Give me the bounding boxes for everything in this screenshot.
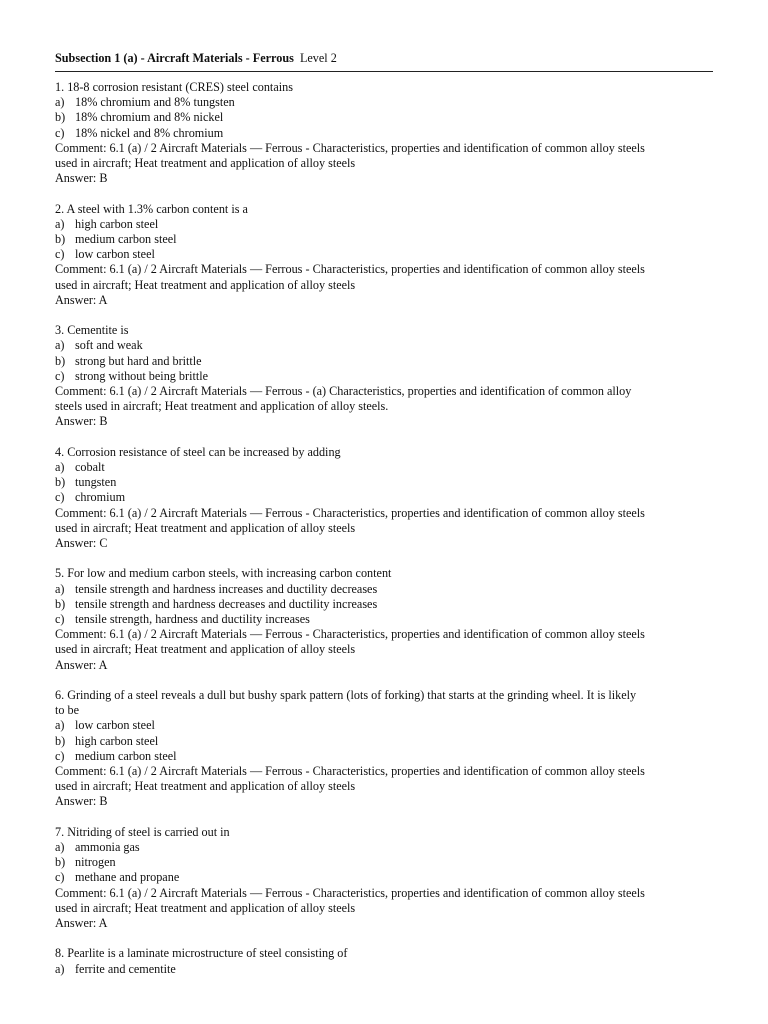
option-letter: b) <box>55 596 66 611</box>
comment-line: Comment: 6.1 (a) / 2 Aircraft Materials — Ferrous - Characteristics, properties and identification of common alloy steels <box>55 505 645 520</box>
option-letter: c) <box>55 748 65 763</box>
comment-line: Comment: 6.1 (a) / 2 Aircraft Materials — Ferrous - Characteristics, properties and identification of common alloy steels <box>55 764 645 779</box>
option-a <box>55 962 715 977</box>
option-text: strong without being brittle <box>75 368 209 383</box>
option-c <box>55 369 715 384</box>
question-stem-continued: to be <box>55 703 80 718</box>
question-stem: 5. For low and medium carbon steels, with increasing carbon content <box>55 566 392 581</box>
option-letter: a) <box>55 216 65 231</box>
question-stem: 7. Nitriding of steel is carried out in <box>55 824 230 839</box>
question-list <box>55 80 715 992</box>
question-4 <box>55 445 715 551</box>
question-7 <box>55 825 715 931</box>
comment-line: used in aircraft; Heat treatment and application of alloy steels <box>55 277 356 292</box>
question-stem: 3. Cementite is <box>55 323 129 338</box>
option-text: ammonia gas <box>75 840 140 855</box>
section-header <box>55 49 715 67</box>
option-text: cobalt <box>75 460 105 475</box>
option-text: soft and weak <box>75 338 143 353</box>
comment-line: steels used in aircraft; Heat treatment and application of alloy steels. <box>55 399 389 414</box>
option-b <box>55 597 715 612</box>
question-stem: 2. A steel with 1.3% carbon content is a <box>55 201 248 216</box>
option-a <box>55 217 715 232</box>
question-2 <box>55 202 715 308</box>
option-letter: c) <box>55 490 65 505</box>
option-text: nitrogen <box>75 855 116 870</box>
answer: Answer: A <box>55 657 108 672</box>
question-5 <box>55 566 715 672</box>
option-a <box>55 338 715 353</box>
option-c <box>55 749 715 764</box>
option-letter: a) <box>55 718 65 733</box>
answer: Answer: B <box>55 794 108 809</box>
option-letter: c) <box>55 247 65 262</box>
option-text: low carbon steel <box>75 247 155 262</box>
option-text: 18% chromium and 8% nickel <box>75 110 224 125</box>
option-text: tensile strength and hardness decreases and ductility increases <box>75 596 378 611</box>
option-letter: a) <box>55 840 65 855</box>
option-text: tensile strength, hardness and ductility increases <box>75 612 310 627</box>
option-c <box>55 612 715 627</box>
option-b <box>55 354 715 369</box>
comment-line: used in aircraft; Heat treatment and application of alloy steels <box>55 642 356 657</box>
option-letter: b) <box>55 855 66 870</box>
option-letter: a) <box>55 961 65 976</box>
option-text: tensile strength and hardness increases and ductility decreases <box>75 581 378 596</box>
option-letter: b) <box>55 353 66 368</box>
question-stem: 1. 18-8 corrosion resistant (CRES) steel contains <box>55 80 293 94</box>
option-letter: b) <box>55 733 66 748</box>
answer: Answer: A <box>55 916 108 931</box>
section-level: Level 2 <box>299 51 337 65</box>
option-a <box>55 460 715 475</box>
question-stem: 8. Pearlite is a laminate microstructure of steel consisting of <box>55 946 348 961</box>
option-letter: a) <box>55 95 65 110</box>
option-text: ferrite and cementite <box>75 961 176 976</box>
document-page <box>55 49 715 976</box>
question-stem: 6. Grinding of a steel reveals a dull but bushy spark pattern (lots of forking) that starts at the grinding wheel. It is likely <box>55 688 637 703</box>
option-text: tungsten <box>75 475 117 490</box>
option-letter: b) <box>55 110 66 125</box>
option-letter: a) <box>55 581 65 596</box>
option-b <box>55 110 715 125</box>
option-letter: c) <box>55 870 65 885</box>
option-letter: a) <box>55 460 65 475</box>
comment-line: Comment: 6.1 (a) / 2 Aircraft Materials — Ferrous - (a) Characteristics, properties and identification of common alloy <box>55 384 632 399</box>
question-stem: 4. Corrosion resistance of steel can be increased by adding <box>55 444 341 459</box>
option-letter: b) <box>55 475 66 490</box>
option-letter: c) <box>55 125 65 140</box>
comment-line: used in aircraft; Heat treatment and application of alloy steels <box>55 520 356 535</box>
option-b <box>55 232 715 247</box>
question-1 <box>55 80 715 186</box>
option-text: strong but hard and brittle <box>75 353 202 368</box>
option-text: low carbon steel <box>75 718 155 733</box>
comment-line: Comment: 6.1 (a) / 2 Aircraft Materials — Ferrous - Characteristics, properties and identification of common alloy steels <box>55 885 645 900</box>
option-text: high carbon steel <box>75 216 159 231</box>
option-b <box>55 475 715 490</box>
option-text: medium carbon steel <box>75 232 177 247</box>
comment-line: Comment: 6.1 (a) / 2 Aircraft Materials — Ferrous - Characteristics, properties and identification of common alloy steels <box>55 627 645 642</box>
answer: Answer: A <box>55 292 108 307</box>
option-text: chromium <box>75 490 126 505</box>
section-title: Subsection 1 (a) - Aircraft Materials - Ferrous <box>55 51 294 65</box>
option-c <box>55 490 715 505</box>
option-a <box>55 840 715 855</box>
option-text: 18% nickel and 8% chromium <box>75 125 224 140</box>
comment-line: used in aircraft; Heat treatment and application of alloy steels <box>55 900 356 915</box>
option-c <box>55 247 715 262</box>
option-text: 18% chromium and 8% tungsten <box>75 95 235 110</box>
option-letter: b) <box>55 232 66 247</box>
header-divider <box>55 71 713 72</box>
question-3 <box>55 323 715 429</box>
option-b <box>55 855 715 870</box>
question-6 <box>55 688 715 810</box>
answer: Answer: B <box>55 171 108 186</box>
option-letter: c) <box>55 612 65 627</box>
comment-line: used in aircraft; Heat treatment and application of alloy steels <box>55 156 356 171</box>
option-c <box>55 870 715 885</box>
option-a <box>55 582 715 597</box>
comment-line: Comment: 6.1 (a) / 2 Aircraft Materials — Ferrous - Characteristics, properties and identification of common alloy steels <box>55 140 645 155</box>
option-text: medium carbon steel <box>75 748 177 763</box>
option-b <box>55 734 715 749</box>
option-letter: a) <box>55 338 65 353</box>
comment-line: used in aircraft; Heat treatment and application of alloy steels <box>55 779 356 794</box>
comment-line: Comment: 6.1 (a) / 2 Aircraft Materials — Ferrous - Characteristics, properties and identification of common alloy steels <box>55 262 645 277</box>
option-a <box>55 718 715 733</box>
option-text: methane and propane <box>75 870 180 885</box>
option-letter: c) <box>55 368 65 383</box>
answer: Answer: B <box>55 414 108 429</box>
option-text: high carbon steel <box>75 733 159 748</box>
answer: Answer: C <box>55 536 108 551</box>
question-8 <box>55 946 715 976</box>
option-c <box>55 126 715 141</box>
option-a <box>55 95 715 110</box>
